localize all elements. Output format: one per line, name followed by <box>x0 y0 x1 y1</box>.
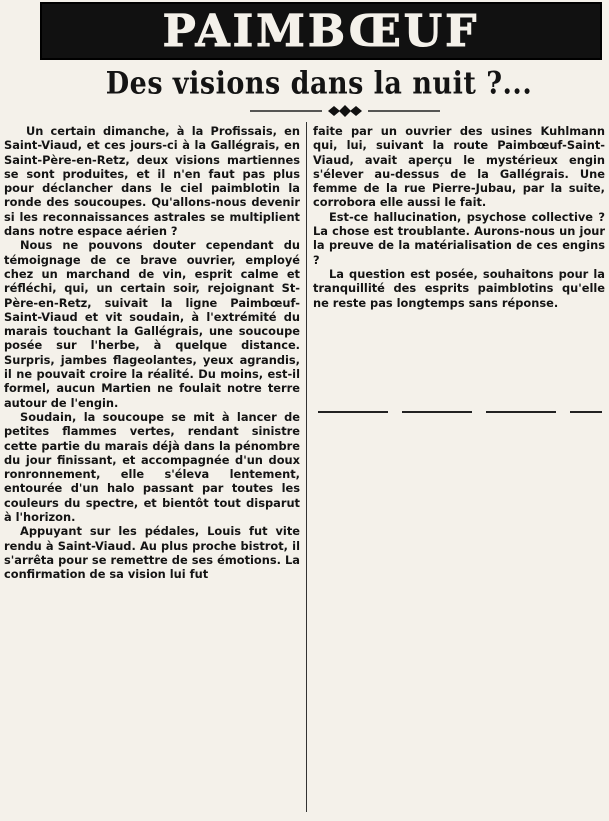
paragraph: Un certain dimanche, à la Profissais, en Saint-Viaud, et ces jours-ci à la Gallégrais, en Saint-Père-en-Retz, deux visions martiennes se sont produites, et il n'en faut pas plus pour déclancher dans le ciel paimblotin la ronde des soucoupes. Qu'allons-nous devenir si les reconnaissances astrales se multiplient dans notre espace aérien ? <box>4 124 300 239</box>
article-headline: Des visions dans la nuit ?... <box>105 66 533 102</box>
newspaper-section-banner <box>40 2 602 60</box>
paragraph: Nous ne pouvons douter cependant du témoignage de ce brave ouvrier, employé chez un marchand de vin, esprit calme et réfléchi, qui, un certain soir, rejoignant St-Père-en-Retz, suivait la ligne Paimbœuf-Saint-Viaud et vit soudain, à l'extrémité du marais touchant la Gallégrais, une soucoupe posée sur l'herbe, à quelque distance. Surpris, jambes flageolantes, yeux agrandis, il ne pouvait croire la réalité. Du moins, est-il formel, aucun Martien ne foulait notre terre autour de l'engin. <box>4 238 300 410</box>
column-rule <box>306 122 307 812</box>
article-column-right <box>313 124 605 310</box>
article-end-rule <box>318 411 602 413</box>
paragraph: Est-ce hallucination, psychose collective ? La chose est troublante. Aurons-nous un jour la preuve de la matérialisation de ces engins ? <box>313 209 605 267</box>
paragraph: La question est posée, souhaitons pour la tranquillité des esprits paimblotins qu'elle ne reste pas longtemps sans réponse. <box>313 266 605 310</box>
section-title: PAIMBŒUF <box>162 5 480 57</box>
paragraph: Appuyant sur les pédales, Louis fut vite rendu à Saint-Viaud. Au plus proche bistrot, il s'arrêta pour se remettre de ses émotions. La confirmation de sa vision lui fut <box>4 524 300 582</box>
article-column-left <box>4 124 300 821</box>
paragraph: Soudain, la soucoupe se mit à lancer de petites flammes vertes, rendant sinistre cette partie du marais déjà dans la pénombre du jour finissant, et accompagnée d'un doux ronronnement, elle s'éleva lentement, entourée d'un halo passant par toutes les couleurs du spectre, et bientôt tout disparut à l'horizon. <box>4 409 300 525</box>
paragraph: faite par un ouvrier des usines Kuhlmann qui, lui, suivant la route Paimbœuf-Saint-Viaud, avait aperçu le mystérieux engin s'élever au-dessus de la Gallégrais. Une femme de la rue Pierre-Jubau, par la suite, corrobora elle aussi le fait. <box>313 124 605 210</box>
ornament-divider-icon <box>250 104 440 118</box>
